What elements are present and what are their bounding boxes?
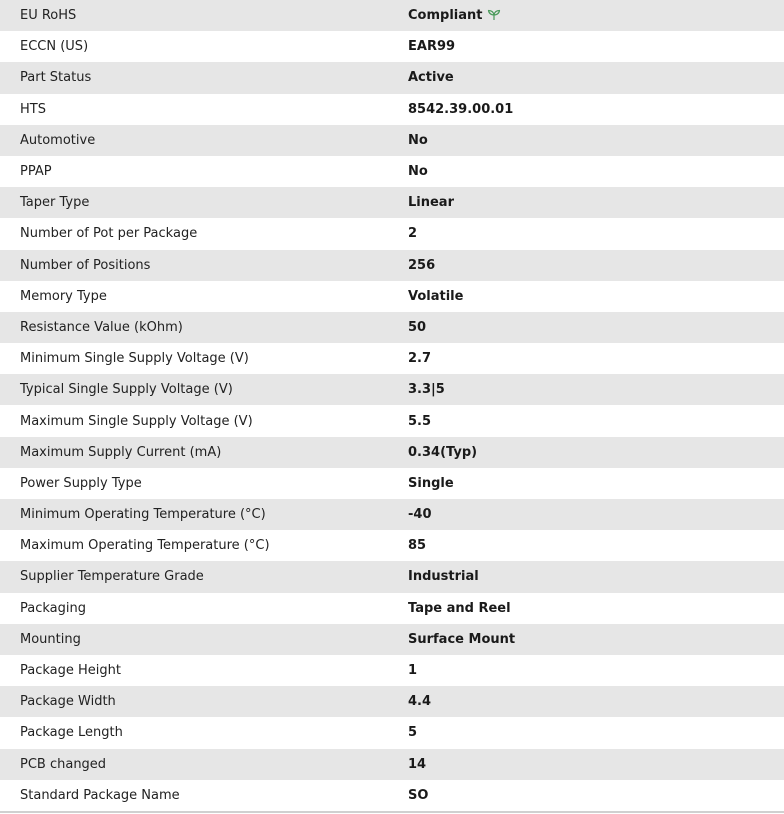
spec-row xyxy=(0,530,784,561)
spec-value-cell xyxy=(408,374,784,405)
spec-value: 3.3|5 xyxy=(408,382,445,398)
spec-row xyxy=(0,94,784,125)
spec-value-cell xyxy=(408,437,784,468)
spec-value-cell xyxy=(408,468,784,499)
spec-row xyxy=(0,125,784,156)
spec-row xyxy=(0,62,784,93)
spec-value-cell xyxy=(408,94,784,125)
spec-row xyxy=(0,250,784,281)
spec-label: EU RoHS xyxy=(20,8,77,24)
spec-row xyxy=(0,0,784,31)
spec-row xyxy=(0,624,784,655)
spec-row xyxy=(0,374,784,405)
spec-value: -40 xyxy=(408,507,432,523)
spec-value-cell xyxy=(408,655,784,686)
spec-row xyxy=(0,281,784,312)
spec-row xyxy=(0,780,784,811)
spec-value: 50 xyxy=(408,319,427,335)
spec-label: Packaging xyxy=(20,600,86,616)
spec-value: 8542.39.00.01 xyxy=(408,101,514,117)
table-bottom-border xyxy=(0,811,784,813)
spec-row xyxy=(0,499,784,530)
spec-label: Package Height xyxy=(20,663,121,679)
spec-label: Typical Single Supply Voltage (V) xyxy=(20,382,233,398)
spec-label: Taper Type xyxy=(20,195,90,211)
spec-label: ECCN (US) xyxy=(20,39,89,55)
spec-value: 14 xyxy=(408,756,427,772)
spec-value-cell xyxy=(408,125,784,156)
spec-value-cell xyxy=(408,250,784,281)
spec-row xyxy=(0,156,784,187)
spec-label: Memory Type xyxy=(20,288,107,304)
spec-label: PPAP xyxy=(20,164,52,180)
spec-value: Linear xyxy=(408,195,454,211)
spec-label: Automotive xyxy=(20,132,96,148)
spec-value-cell xyxy=(408,0,784,31)
spec-row xyxy=(0,343,784,374)
spec-value-cell xyxy=(408,187,784,218)
spec-value-cell xyxy=(408,530,784,561)
spec-value: Compliant xyxy=(408,8,483,24)
spec-row xyxy=(0,468,784,499)
spec-value: No xyxy=(408,132,428,148)
spec-row xyxy=(0,218,784,249)
spec-label: Number of Pot per Package xyxy=(20,226,198,242)
spec-label: Package Length xyxy=(20,725,123,741)
spec-value: 1 xyxy=(408,663,418,679)
leaf-icon xyxy=(487,9,501,21)
spec-value: 4.4 xyxy=(408,694,432,710)
spec-label: Maximum Operating Temperature (°C) xyxy=(20,538,270,554)
spec-row xyxy=(0,31,784,62)
spec-value-cell xyxy=(408,62,784,93)
spec-value: 5 xyxy=(408,725,418,741)
spec-row xyxy=(0,717,784,748)
spec-value-cell xyxy=(408,343,784,374)
spec-value-cell xyxy=(408,31,784,62)
spec-value: 0.34(Typ) xyxy=(408,444,478,460)
spec-value: SO xyxy=(408,787,429,803)
spec-row xyxy=(0,686,784,717)
spec-value-cell xyxy=(408,561,784,592)
spec-row xyxy=(0,187,784,218)
spec-label: Maximum Supply Current (mA) xyxy=(20,444,222,460)
spec-value-cell xyxy=(408,281,784,312)
spec-value: EAR99 xyxy=(408,39,456,55)
spec-label: HTS xyxy=(20,101,46,117)
spec-value: 2.7 xyxy=(408,351,432,367)
spec-value-cell xyxy=(408,405,784,436)
spec-value: Tape and Reel xyxy=(408,600,511,616)
spec-value-cell xyxy=(408,686,784,717)
spec-value: Volatile xyxy=(408,288,464,304)
spec-value: 5.5 xyxy=(408,413,432,429)
spec-row xyxy=(0,749,784,780)
spec-label: Resistance Value (kOhm) xyxy=(20,319,183,335)
spec-value-cell xyxy=(408,624,784,655)
spec-label: Part Status xyxy=(20,70,92,86)
spec-value: Single xyxy=(408,475,454,491)
spec-row xyxy=(0,437,784,468)
spec-value: No xyxy=(408,164,428,180)
spec-row xyxy=(0,593,784,624)
spec-value-cell xyxy=(408,780,784,811)
spec-label: Standard Package Name xyxy=(20,787,180,803)
spec-label: Maximum Single Supply Voltage (V) xyxy=(20,413,253,429)
spec-value-cell xyxy=(408,218,784,249)
spec-label: Mounting xyxy=(20,631,81,647)
spec-value-cell xyxy=(408,593,784,624)
spec-value: Active xyxy=(408,70,454,86)
spec-value: Surface Mount xyxy=(408,631,516,647)
spec-value-cell xyxy=(408,156,784,187)
spec-label: Number of Positions xyxy=(20,257,151,273)
spec-value: 256 xyxy=(408,257,436,273)
spec-value-cell xyxy=(408,717,784,748)
spec-value: Industrial xyxy=(408,569,479,585)
spec-label: Minimum Single Supply Voltage (V) xyxy=(20,351,249,367)
spec-row xyxy=(0,655,784,686)
spec-row xyxy=(0,561,784,592)
spec-label: Package Width xyxy=(20,694,116,710)
spec-value-cell xyxy=(408,749,784,780)
spec-value-cell xyxy=(408,499,784,530)
spec-label: PCB changed xyxy=(20,756,107,772)
spec-value: 2 xyxy=(408,226,418,242)
spec-row xyxy=(0,312,784,343)
spec-value-cell xyxy=(408,312,784,343)
spec-label: Minimum Operating Temperature (°C) xyxy=(20,507,266,523)
spec-label: Supplier Temperature Grade xyxy=(20,569,204,585)
spec-row xyxy=(0,405,784,436)
spec-label: Power Supply Type xyxy=(20,475,142,491)
spec-value: 85 xyxy=(408,538,427,554)
